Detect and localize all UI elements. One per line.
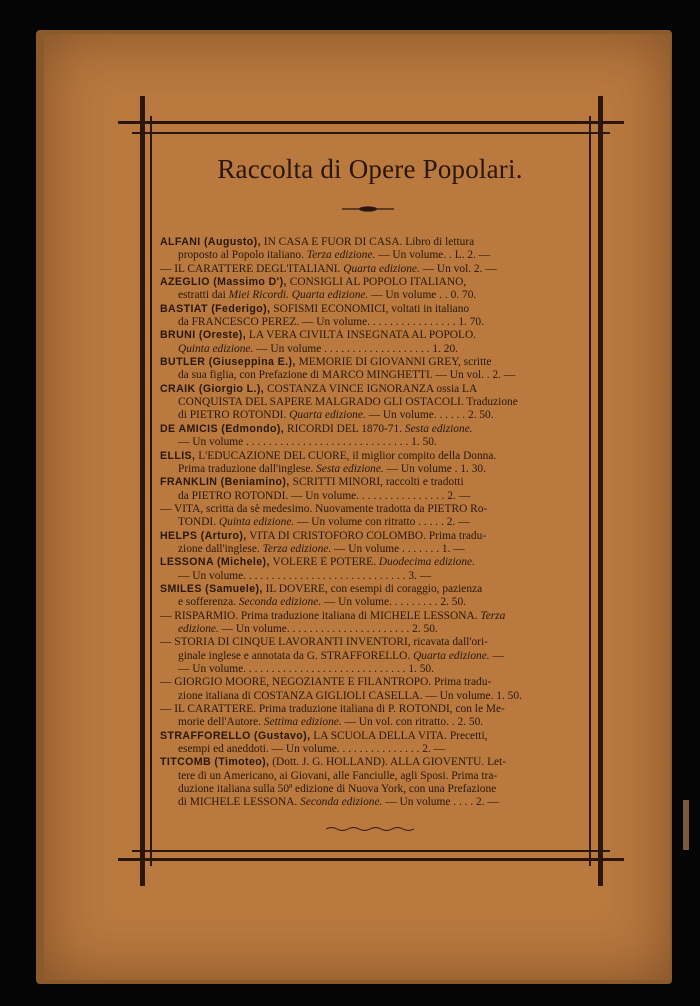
page-title: Raccolta di Opere Popolari. [217,154,523,184]
author-name: BASTIAT (Federigo), [160,302,271,315]
catalog-entry [160,383,582,423]
catalog-entry [160,756,582,809]
price-text: — Un volume . . . . 2. — [382,796,499,809]
author-name: STRAFFORELLO (Gustavo), [160,729,311,742]
book-description: zione italiana di COSTANZA GIGLIOLI CASELLA. — Un volume. 1. 50. [178,689,522,702]
catalog-line [160,676,582,689]
book-description: di PIETRO ROTONDI. [178,409,290,422]
catalog-entry [160,583,582,730]
book-description: LA SCUOLA DELLA VITA. Precetti, [310,729,488,742]
catalog-line [160,783,582,796]
book-description: RICORDI DEL 1870-71. [284,422,405,435]
book-description: SCRITTI MINORI, raccolti e tradotti [289,476,464,489]
book-description: da PIETRO ROTONDI. — Un volume. . . . . . . . . . . . . . . . 2. — [178,489,471,502]
catalog-entry [160,356,582,383]
catalog-line [160,329,582,342]
edition-note: edizione. [178,622,219,635]
author-name: ALFANI (Augusto), [160,236,261,248]
book-description: — IL CARATTERE DEGL'ITALIANI. [160,262,344,275]
book-description: SOFISMI ECONOMICI, voltati in italiano [270,302,470,315]
catalog-line [160,303,582,316]
price-text: — Un volume . . 0. 70. [368,289,477,302]
book-description: VITA DI CRISTOFORO COLOMBO. Prima tradu- [246,529,487,542]
book-description: — RISPARMIO. Prima traduzione italiana di MICHELE LESSONA. [160,609,481,622]
catalog-line [160,770,582,783]
edition-note: Terza [480,609,506,622]
catalog-entry [160,450,582,477]
catalog-line [160,289,582,302]
book-description: Prima traduzione dall'inglese. [178,462,317,475]
author-name: TITCOMB (Timoteo), [160,756,270,769]
price-text: — Un volume . . . . . . . 1. — [331,542,465,555]
book-description: TONDI. [178,516,219,529]
edition-note: Miei Ricordi. Quarta edizione. [228,289,369,302]
price-text: — Un vol. con ritratto. . 2. 50. [341,716,484,729]
book-description: — Un volume. . . . . . . . . . . . . . . . . . . . . . . . . . . . . 1. 50. [178,663,434,675]
catalog-line [160,516,582,529]
edition-note: Seconda edizione. [238,596,322,609]
book-description: — VITA, scritta da sè medesimo. Nuovamente tradotta da PIETRO Ro- [160,502,488,515]
book-description: VOLERE È POTERE. [269,556,379,569]
author-name: HELPS (Arturo), [160,529,247,542]
catalog-line [160,476,582,489]
catalog-line [160,570,582,583]
price-text: — Un volume. . . . . . . . . . . . . . . . . . . . . . 2. 50. [218,622,438,635]
author-name: BRUNI (Oreste), [160,329,247,342]
catalog-entry [160,423,582,450]
edition-note: Quinta edizione. [178,342,254,355]
frame-bottom-rule [118,858,624,861]
catalog-line [160,236,582,249]
book-description: COSTANZA VINCE IGNORANZA ossia LA [264,382,478,395]
catalog-line [160,463,582,476]
catalog-line [160,556,582,569]
catalog-line [160,610,582,623]
catalog-line [160,263,582,276]
frame-left-rule [140,96,145,886]
catalog-line [160,396,582,409]
catalog-entry [160,303,582,330]
catalog-line [160,690,582,703]
catalog-line [160,503,582,516]
catalog-line [160,530,582,543]
catalog-line [160,436,582,449]
catalog-entry [160,556,582,583]
author-name: DE AMICIS (Edmondo), [160,422,285,435]
catalog-entry [160,236,582,276]
price-text: — Un volume. . . . . . 2. 50. [365,409,494,422]
catalog-entry [160,530,582,557]
catalog-line [160,596,582,609]
catalog-line [160,369,582,382]
frame-right-inner-rule [589,116,591,866]
catalog-line [160,356,582,369]
author-name: ELLIS, [160,449,196,462]
book-description: esempi ed aneddoti. — Un volume. . . . . . . . . . . . . . . 2. — [178,743,446,756]
book-description: LA VERA CIVILTÀ INSEGNATA AL POPOLO. [246,329,477,342]
catalog-line [160,343,582,356]
spine-tab [683,800,689,850]
book-description: di MICHELE LESSONA. [178,796,301,809]
catalog-line [160,730,582,743]
book-description: IN CASA E FUOR DI CASA. Libro di lettura [260,236,475,248]
catalog-line [160,450,582,463]
catalog-entry [160,476,582,529]
price-text: — Un volume . . . . . . . . . . . . . . . . . . . 1. 20. [253,342,459,355]
price-text: — Un volume con ritratto . . . . . 2. — [294,516,470,529]
book-description: da sua figlia, con Prefazione di MARCO MINGHETTI. — Un vol. . 2. — [178,369,516,382]
author-name: SMILES (Samuele), [160,582,263,595]
catalog-entry [160,329,582,356]
book-description: CONQUISTA DEL SAPERE MALGRADO GLI OSTACOLI. Traduzione [178,396,518,409]
price-text: — Un volume. . . . . . . . . 2. 50. [321,596,466,609]
book-description: tere di un Americano, ai Giovani, alle Fanciulle, agli Sposi. Prima tra- [178,769,498,782]
book-description: — Un volume. . . . . . . . . . . . . . . . . . . . . . . . . . . . . 3. — [178,569,432,582]
frame-bottom-inner-rule [132,850,610,852]
book-description: zione dall'inglese. [178,542,263,555]
catalog-line [160,636,582,649]
catalog-line [160,409,582,422]
book-description: — IL CARATTERE. Prima traduzione italiana di P. ROTONDI, con le Me- [160,703,505,716]
author-name: BUTLER (Giuseppina E.), [160,356,296,369]
catalog-line [160,650,582,663]
catalog-line [160,743,582,756]
book-description: MEMORIE DI GIOVANNI GREY, scritte [295,356,492,369]
book-description: e sofferenza. [178,596,239,609]
frame-top-inner-rule [132,132,610,134]
bottom-wavy-ornament [326,826,414,832]
book-description: L'EDUCAZIONE DEL CUORE, il miglior compito della Donna. [195,449,497,462]
edition-note: Terza edizione. [306,249,376,262]
book-description: estratti dai [178,289,229,302]
edition-note: Terza edizione. [262,542,332,555]
frame-right-rule [598,96,603,886]
price-text: — Un volume. . L. 2. — [375,249,491,262]
catalog-line [160,796,582,809]
edition-note: Quarta edizione. [413,649,490,662]
edition-note: Sesta edizione. [316,462,384,475]
edition-note: Sesta edizione. [404,422,473,435]
book-description: — STORIA DI CINQUE LAVORANTI INVENTORI, ricavata dall'ori- [160,636,488,649]
edition-note: Quarta edizione. [343,262,420,275]
edition-note: Seconda edizione. [300,796,383,809]
catalog-line [160,249,582,262]
book-description: ginale inglese e annotata da G. STRAFFORELLO. [178,649,414,662]
catalog-line [160,423,582,436]
catalog-entry [160,730,582,757]
catalog-line [160,383,582,396]
book-description: — GIORGIO MOORE, NEGOZIANTE E FILANTROPO. Prima tradu- [160,676,492,689]
author-name: LESSONA (Michele), [160,556,270,569]
price-text: — Un volume . 1. 30. [383,462,486,475]
author-name: AZEGLIO (Massimo D'), [160,276,287,289]
price-text: — Un vol. 2. — [419,262,497,275]
catalog-line [160,583,582,596]
catalog-line [160,703,582,716]
frame-top-rule [118,121,624,124]
frame-left-inner-rule [150,116,152,866]
title-flourish [342,205,394,213]
edition-note: Quarta edizione. [289,409,366,422]
catalog-line [160,716,582,729]
edition-note: Settima edizione. [263,716,342,729]
author-name: CRAIK (Giorgio L.), [160,382,265,395]
book-description: proposto al Popolo italiano. [178,249,307,262]
book-description: da FRANCESCO PEREZ. — Un volume. . . . . . . . . . . . . . . . 1. 70. [178,316,484,329]
author-name: FRANKLIN (Beniamino), [160,476,290,489]
book-description: IL DOVERE, con esempi di coraggio, pazienza [262,582,483,595]
catalog-line [160,543,582,556]
catalog-list [160,236,582,810]
edition-note: Duodecima edizione. [378,556,475,569]
catalog-line [160,756,582,769]
catalog-line [160,276,582,289]
catalog-entry [160,276,582,303]
book-description: duzione italiana sulla 50ª edizione di Nuova York, con una Prefazione [178,783,497,796]
price-text: — [489,649,504,662]
book-description: (Dott. J. G. HOLLAND). ALLA GIOVENTÙ. Let- [269,756,507,769]
catalog-line [160,623,582,636]
catalog-line [160,316,582,329]
book-description: morie dell'Autore. [178,716,264,729]
catalog-line [160,490,582,503]
book-description: — Un volume . . . . . . . . . . . . . . . . . . . . . . . . . . . . . 1. 50. [178,436,437,449]
catalog-line [160,663,582,676]
book-description: CONSIGLI AL POPOLO ITALIANO, [286,276,467,289]
edition-note: Quinta edizione. [218,516,295,529]
